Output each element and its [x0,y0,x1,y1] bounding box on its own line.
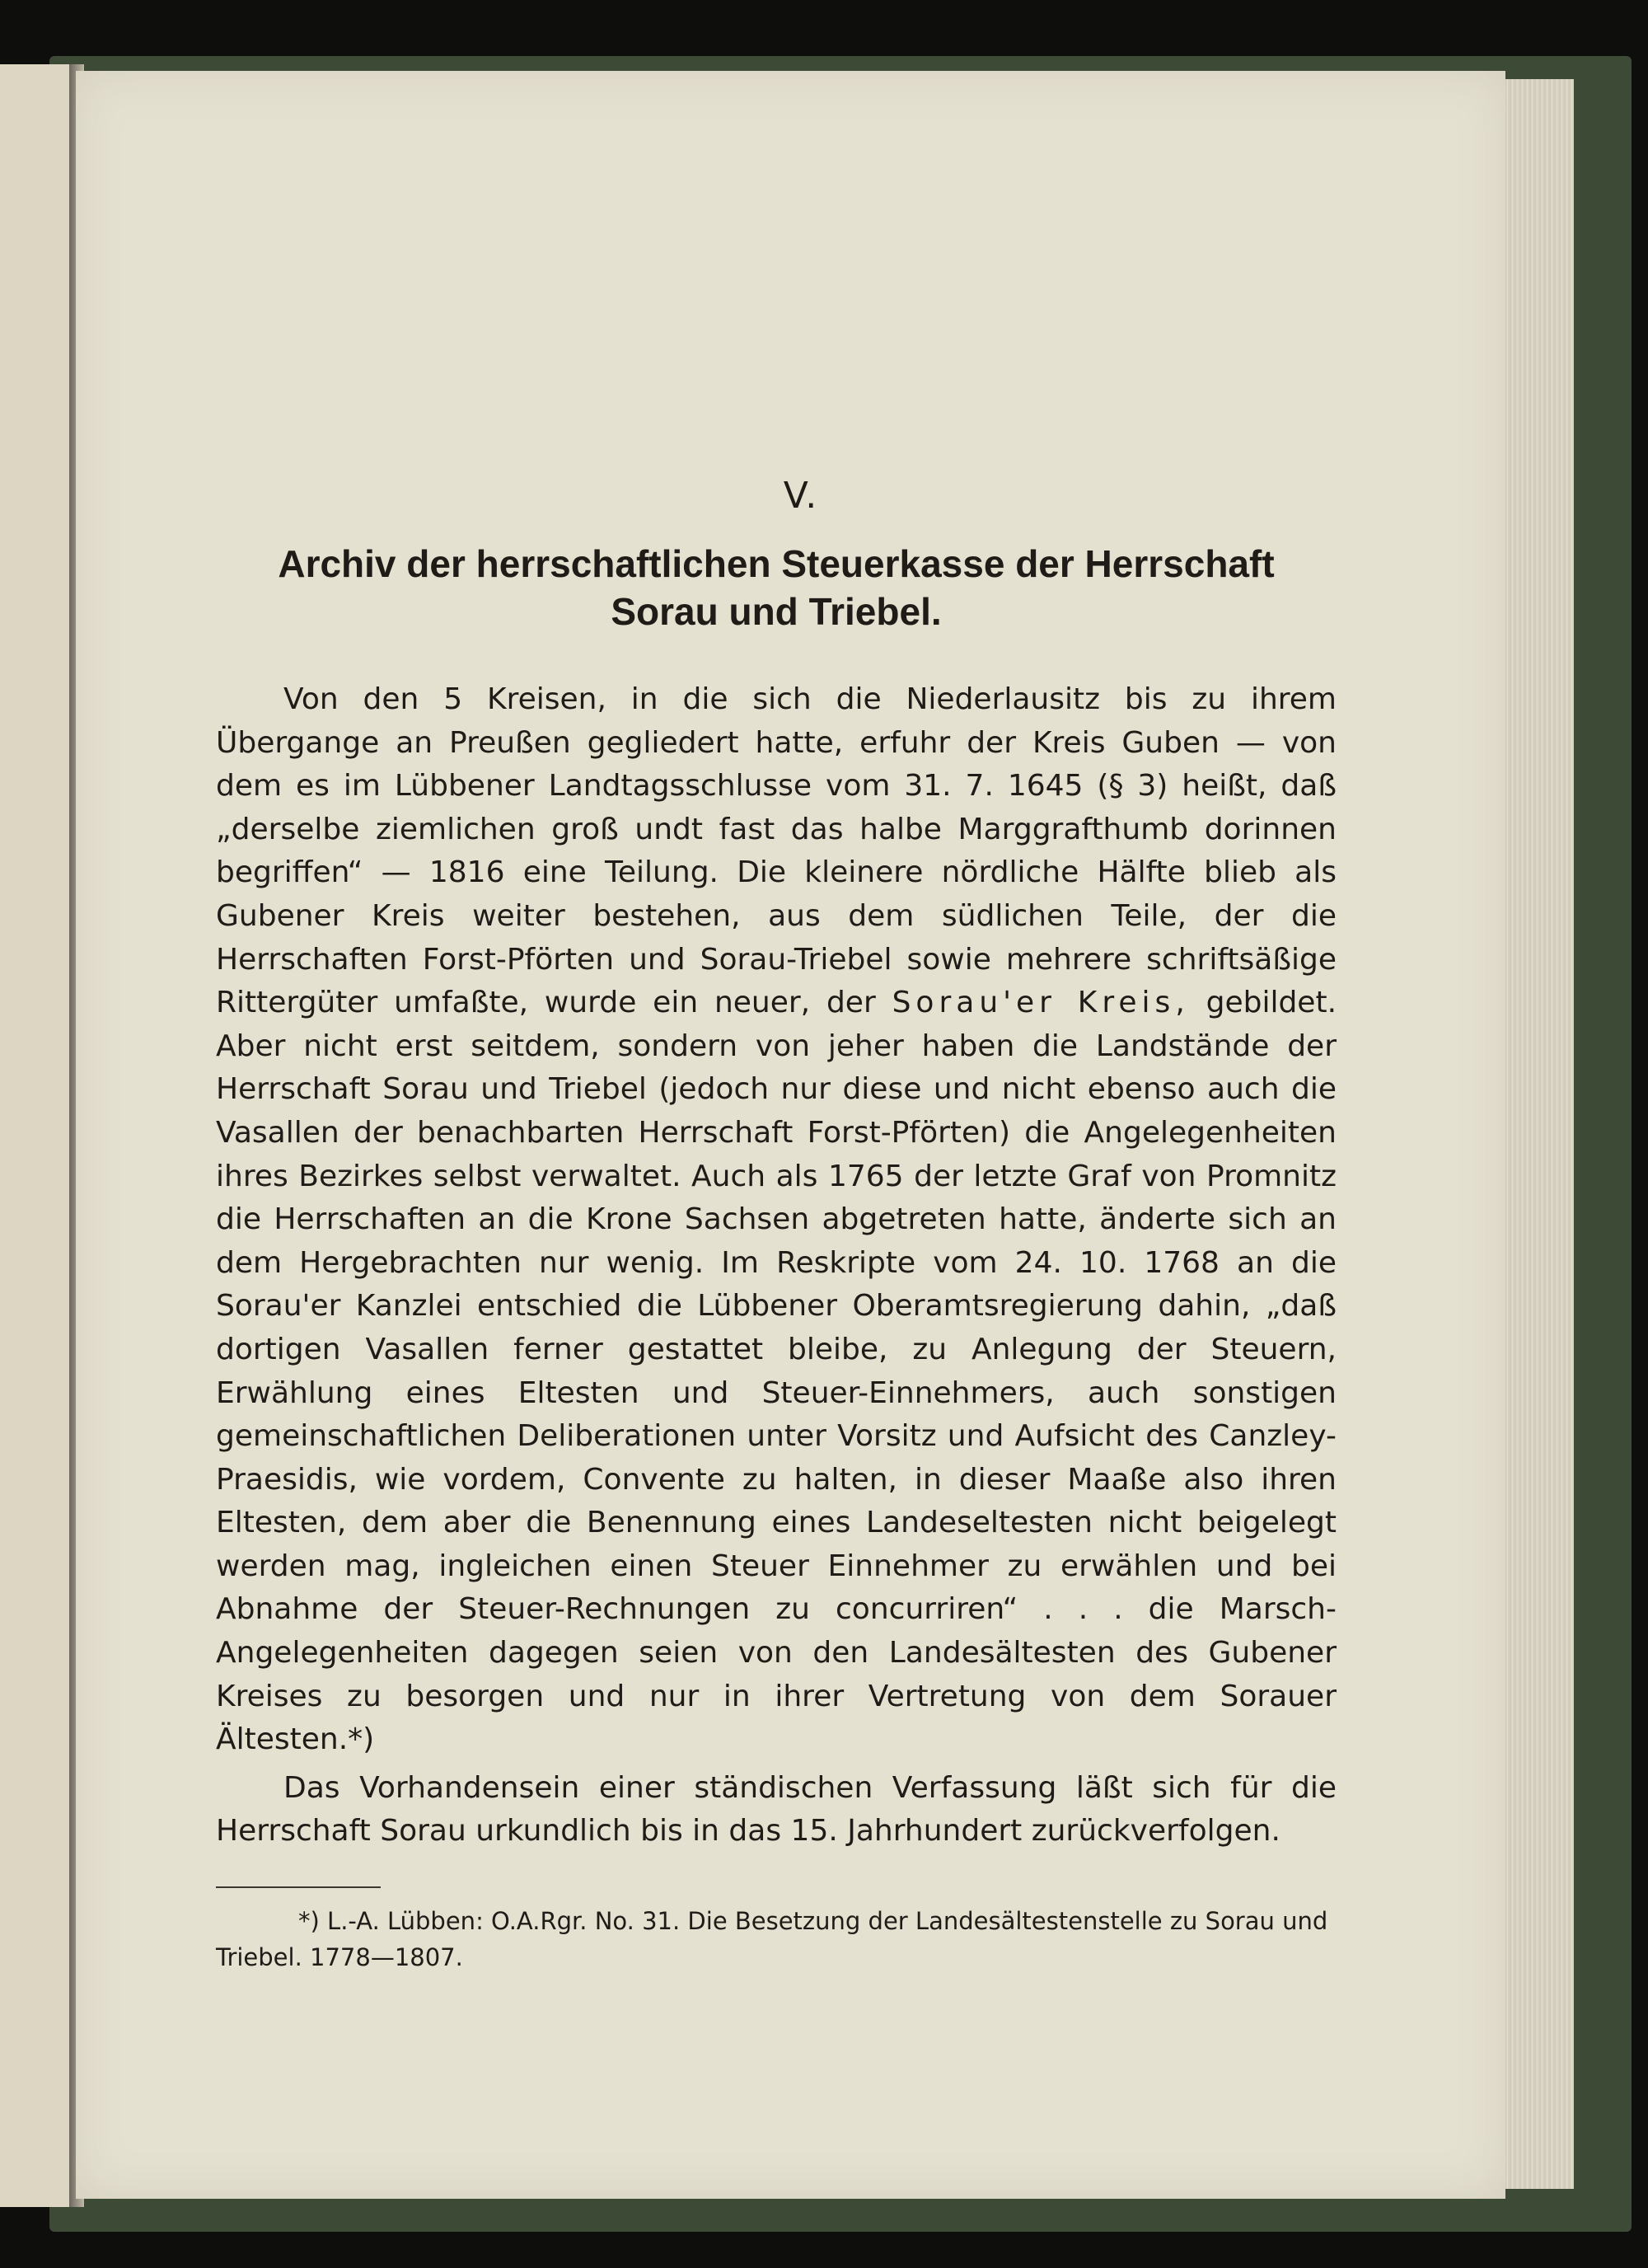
chapter-heading [216,540,1337,635]
right-page [76,71,1505,2199]
paragraph-1-part-1: Von den 5 Kreisen, in die sich die Niederlausitz bis zu ihrem Übergange an Preußen gegliedert hatte, erfuhr der Kreis Guben — von dem es im Lübbener Landtagsschlusse vom 31. 7. 1645 (§ 3) heißt, daß „derselbe ziemlichen groß undt fast das halbe Marggrafthumb dorinnen begriffen“ — 1816 eine Teilung. Die kleinere nördliche Hälfte blieb als Gubener Kreis weiter bestehen, aus dem südlichen Teile, der die Herrschaften Forst-Pförten und Sorau-Triebel sowie mehrere schriftsäßige Rittergüter umfaßte, wurde ein neuer, der [216,682,1337,1020]
left-page-edge [0,64,72,2207]
paragraph-2: Das Vorhandensein einer ständischen Verfassung läßt sich für die Herrschaft Sorau urkundlich bis in das 15. Jahrhundert zurückverfolgen. [216,1770,1337,1849]
spaced-term: Sorau'er Kreis, [892,986,1190,1020]
paragraph-1-part-2: gebildet. Aber nicht erst seitdem, sondern von jeher haben die Landstände der Herrschaft Sorau und Triebel (jedoch nur diese und nicht ebenso auch die Vasallen der benachbarten Herrschaft Forst-Pförten) die Angelegenheiten ihres Bezirkes selbst verwaltet. Auch als 1765 der letzte Graf von Promnitz die Herrschaften an die Krone Sachsen abgetreten hatte, änderte sich an dem Hergebrachten nur wenig. Im Reskripte vom 24. 10. 1768 an die Sorau'er Kanzlei entschied die Lübbener Oberamtsregierung dahin, „daß dortigen Vasallen ferner gestattet bleibe, zu Anlegung der Steuern, Erwählung eines Eltesten und Steuer-Einnehmers, auch sonstigen gemeinschaftlichen Deliberationen unter Vorsitz und Aufsicht des Canzley-Praesidis, wie vordem, Convente zu halten, in dieser Maaße also ihren Eltesten, dem aber die Benennung eines Landeseltesten nicht beigelegt werden mag, ingleichen einen Steuer Einnehmer zu erwählen und bei Abnahme der Steuer-Rechnungen zu concurriren“ . . . die Marsch-Angelegenheiten dagegen seien von den Landesältesten des Gubener Kreises zu besorgen und nur in ihrer Vertretung von dem Sorauer Ältesten.*) [216,986,1337,1757]
footnote: *) L.-A. Lübben: O.A.Rgr. No. 31. Die Besetzung der Landesältestenstelle zu Sorau und Triebel. 1778—1807. [216,1907,1328,1972]
paragraph-1 [216,678,1337,1762]
page-content [216,475,1337,1975]
heading-line-1: Archiv der herrschaftlichen Steuerkasse der Herrschaft [278,542,1275,585]
heading-line-2: Sorau und Triebel. [611,590,942,633]
chapter-number: V. [783,475,819,517]
footnote-rule [216,1886,381,1888]
